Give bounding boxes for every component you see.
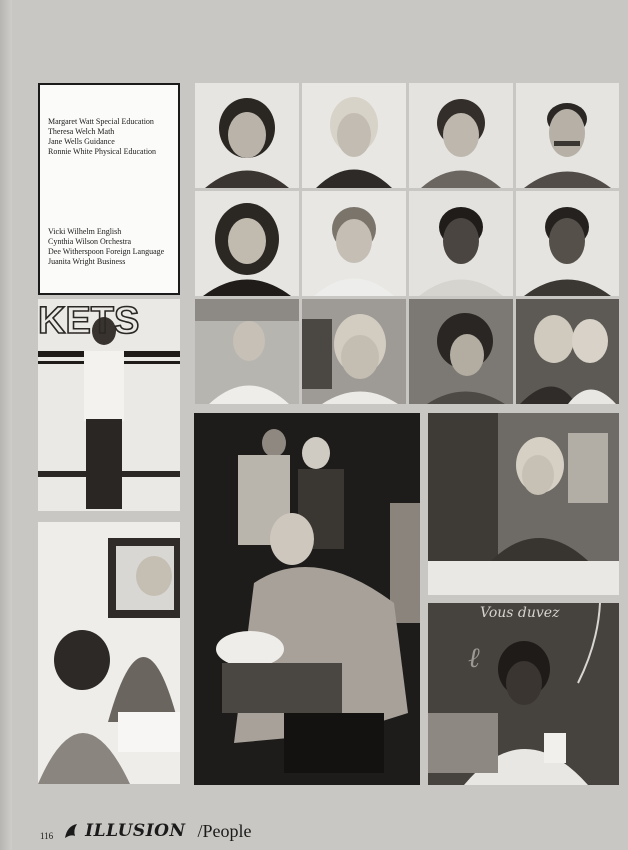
caption-line: Ronnie White Physical Education [48, 147, 157, 156]
candid-photo-gym-teacher [38, 299, 180, 511]
portrait-cynthia-wilson [302, 191, 406, 296]
svg-text:ℓ: ℓ [468, 641, 480, 674]
publication-title: ILLUSION [85, 821, 186, 841]
caption-line: Vicki Wilhelm English [48, 227, 122, 236]
candid-photo-classroom-desk [38, 522, 180, 784]
caption-line: Theresa Welch Math [48, 127, 115, 136]
publication-logo-mark [63, 822, 79, 842]
caption-line: Dee Witherspoon Foreign Language [48, 247, 165, 256]
caption-list-top [48, 117, 172, 157]
caption-line: Margaret Watt Special Education [48, 117, 154, 126]
portrait-margaret-watt [195, 83, 299, 188]
portrait-ronnie-white [516, 83, 619, 188]
portrait-theresa-welch [302, 83, 406, 188]
candid-photo-man-with-hat [194, 413, 420, 785]
portrait-dee-witherspoon [409, 191, 513, 296]
gym-banner-text: KETS [38, 300, 140, 339]
candid-photo-woman-curly-hair [409, 299, 513, 404]
page-footer [40, 812, 252, 842]
caption-box [38, 83, 180, 295]
section-label: /People [197, 821, 252, 841]
gym-banner [38, 299, 180, 339]
candid-photo-chalkboard-teacher [428, 603, 619, 785]
candid-photo-woman-at-desk [428, 413, 619, 595]
portrait-jane-wells [409, 83, 513, 188]
caption-line: Cynthia Wilson Orchestra [48, 237, 132, 246]
caption-line: Jane Wells Guidance [48, 137, 115, 146]
portrait-vicki-wilhelm [195, 191, 299, 296]
caption-list-bottom [48, 227, 172, 267]
chalkboard-writing: Vous duvez [480, 605, 560, 621]
page-number: 116 [40, 831, 54, 841]
page-binding-edge [0, 0, 12, 850]
candid-photo-man-office [195, 299, 299, 404]
candid-photo-smiling-woman [302, 299, 406, 404]
portrait-juanita-wright [516, 191, 619, 296]
candid-photo-two-women [516, 299, 619, 404]
caption-line: Juanita Wright Business [48, 257, 126, 266]
